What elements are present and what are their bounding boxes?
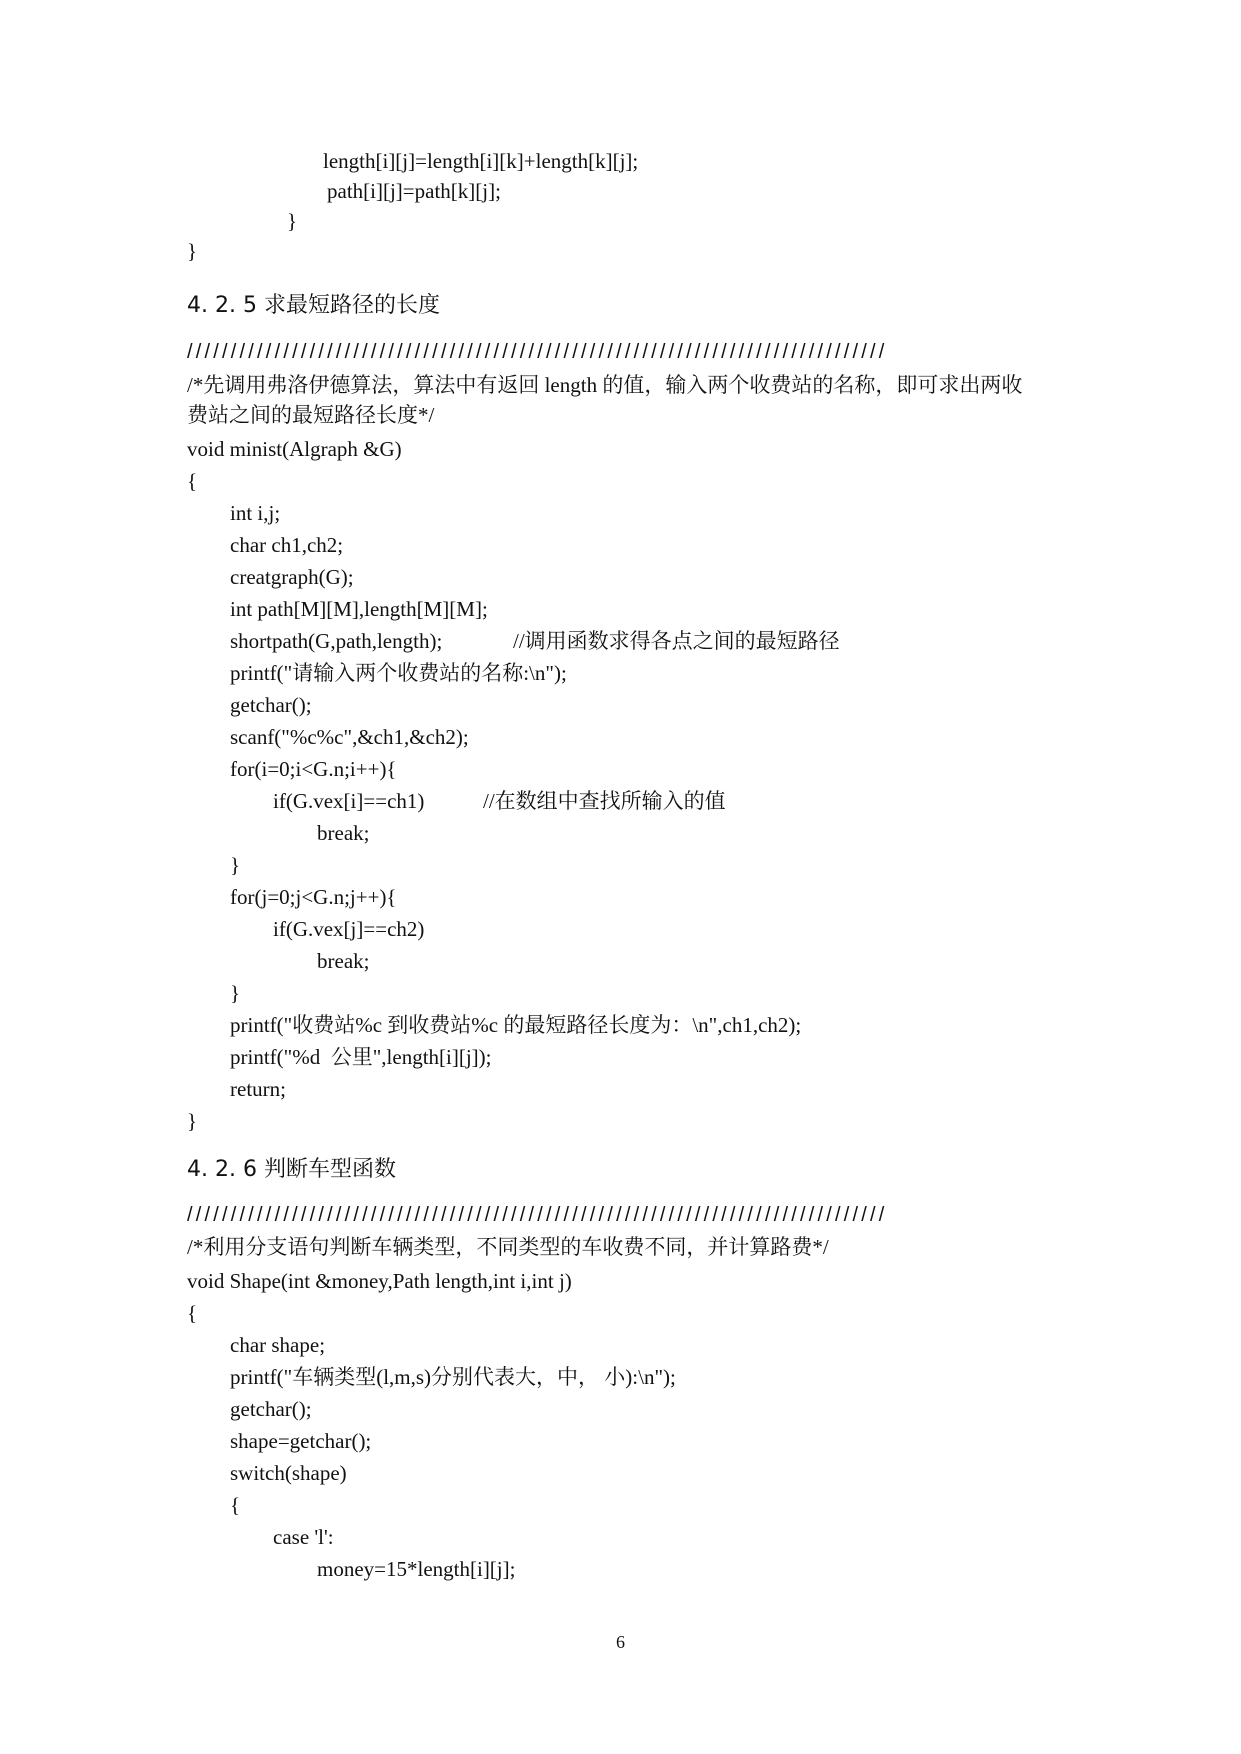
- code-line: getchar();: [230, 693, 312, 717]
- code-line: for(j=0;j<G.n;j++){: [230, 885, 397, 909]
- section-heading: 4. 2. 5 求最短路径的长度: [187, 293, 440, 318]
- inline-comment: //在数组中查找所输入的值: [483, 789, 726, 813]
- code-line: break;: [317, 821, 370, 845]
- code-line: length[i][j]=length[i][k]+length[k][j];: [323, 149, 639, 173]
- code-line: getchar();: [230, 1397, 312, 1421]
- code-line: path[i][j]=path[k][j];: [327, 179, 501, 203]
- code-line: }: [230, 853, 241, 877]
- code-line: int i,j;: [230, 501, 281, 525]
- comment-line: /*先调用弗洛伊德算法，算法中有返回 length 的值，输入两个收费站的名称，即可求出两收: [187, 373, 1023, 397]
- code-line: {: [187, 469, 198, 493]
- comment-line: 费站之间的最短路径长度*/: [187, 403, 435, 427]
- code-line: for(i=0;i<G.n;i++){: [230, 757, 397, 781]
- code-line: shortpath(G,path,length);: [230, 629, 443, 653]
- code-line: if(G.vex[j]==ch2): [273, 917, 425, 941]
- code-line: printf("%d 公里",length[i][j]);: [230, 1045, 492, 1069]
- code-line: shape=getchar();: [230, 1429, 372, 1453]
- separator-line: ////////////////////////////////////////////////////////////////////////////////: [187, 341, 888, 363]
- code-line: break;: [317, 949, 370, 973]
- code-line: switch(shape): [230, 1461, 347, 1485]
- code-line: void minist(Algraph &G): [187, 437, 402, 461]
- page-number: 6: [616, 1632, 625, 1652]
- code-line: case 'l':: [273, 1525, 334, 1549]
- code-line: {: [230, 1493, 241, 1517]
- code-line: printf("收费站%c 到收费站%c 的最短路径长度为：\n",ch1,ch2);: [230, 1013, 802, 1037]
- code-line: if(G.vex[i]==ch1): [273, 789, 425, 813]
- code-line: scanf("%c%c",&ch1,&ch2);: [230, 725, 469, 749]
- inline-comment: //调用函数求得各点之间的最短路径: [513, 629, 840, 653]
- separator-line: ////////////////////////////////////////////////////////////////////////////////: [187, 1204, 888, 1226]
- section-heading: 4. 2. 6 判断车型函数: [187, 1157, 396, 1182]
- code-line: printf("请输入两个收费站的名称:\n");: [230, 661, 567, 685]
- code-line: void Shape(int &money,Path length,int i,int j): [187, 1269, 572, 1293]
- code-line: }: [230, 981, 241, 1005]
- code-line: {: [187, 1301, 198, 1325]
- code-line: char shape;: [230, 1333, 326, 1357]
- code-line: }: [287, 209, 298, 233]
- code-line: money=15*length[i][j];: [317, 1557, 516, 1581]
- code-line: }: [187, 1109, 198, 1133]
- code-line: }: [187, 239, 198, 263]
- comment-line: /*利用分支语句判断车辆类型，不同类型的车收费不同，并计算路费*/: [187, 1235, 829, 1259]
- code-line: printf("车辆类型(l,m,s)分别代表大，中， 小):\n");: [230, 1365, 676, 1389]
- code-line: int path[M][M],length[M][M];: [230, 597, 488, 621]
- code-line: creatgraph(G);: [230, 565, 354, 589]
- code-line: return;: [230, 1077, 286, 1101]
- code-line: char ch1,ch2;: [230, 533, 344, 557]
